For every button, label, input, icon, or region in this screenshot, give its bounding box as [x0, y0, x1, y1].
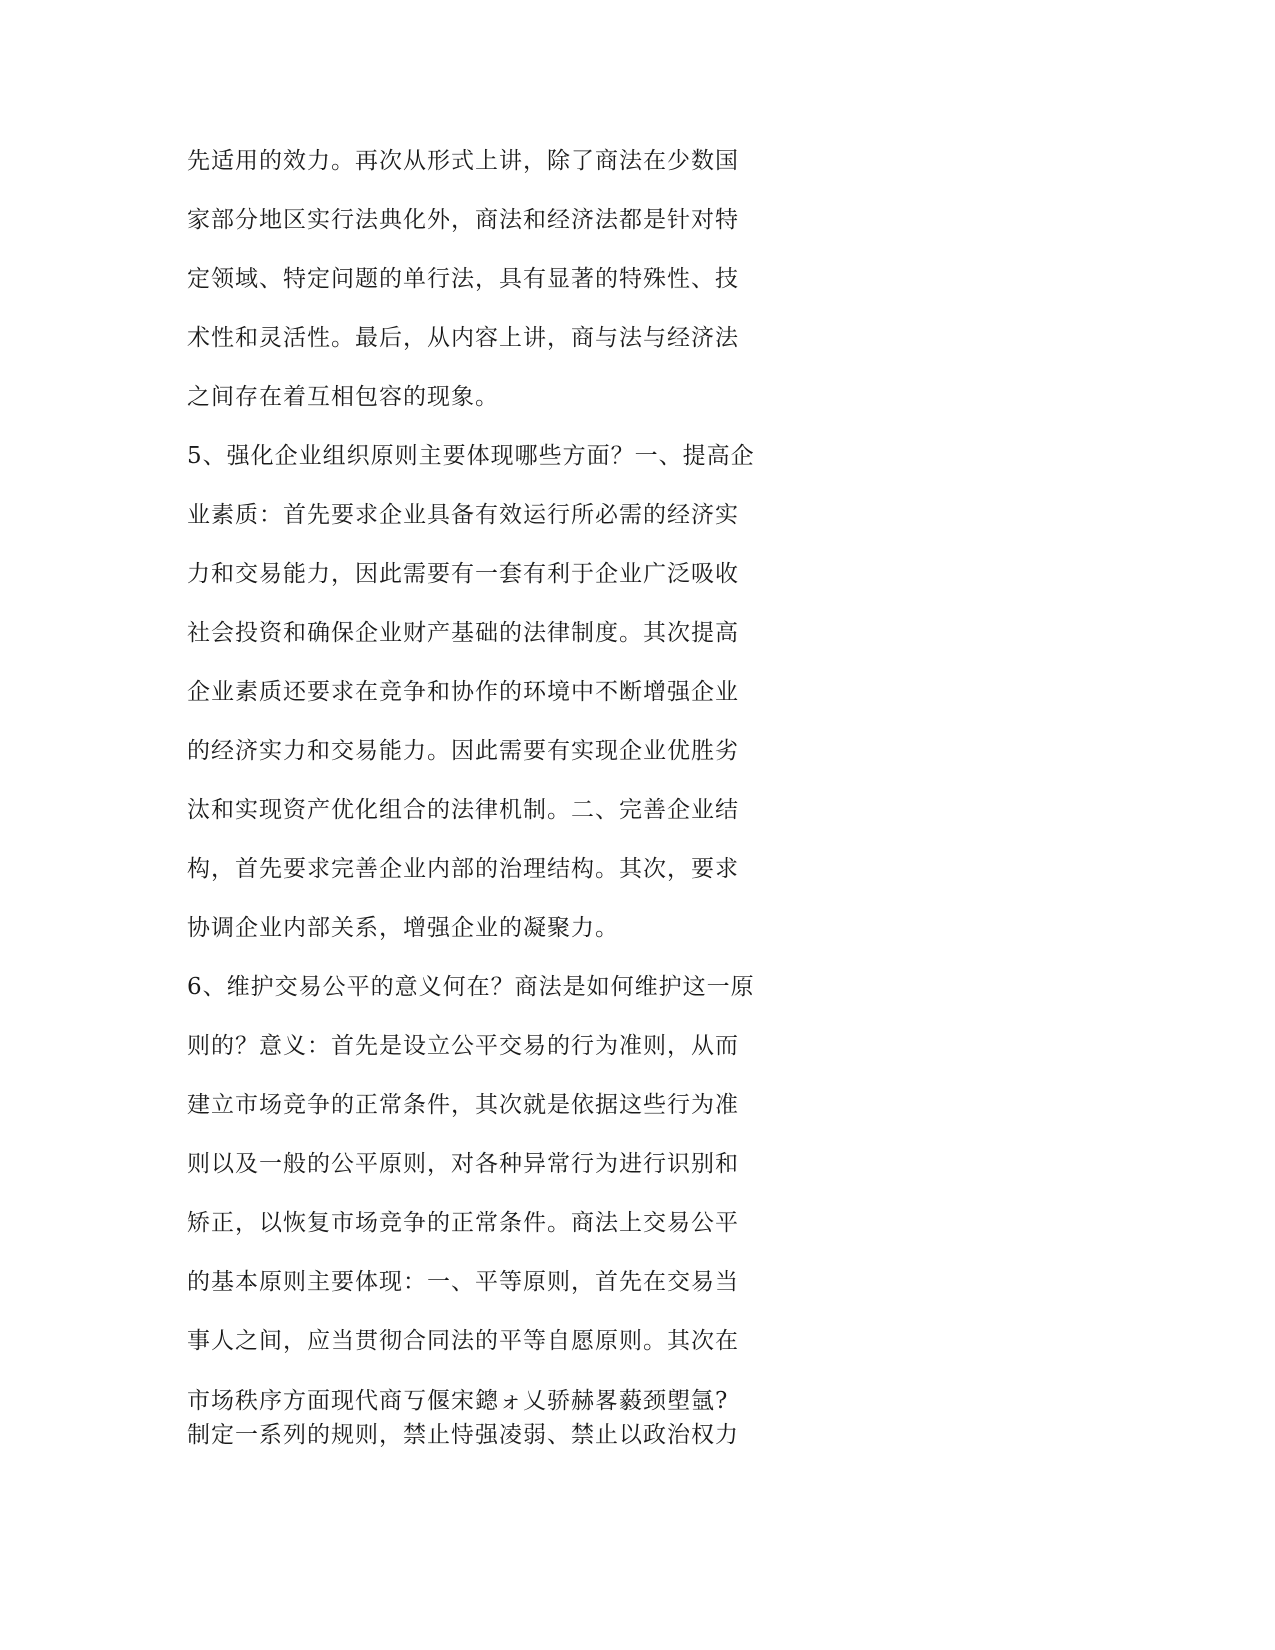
text-line: 定领域、特定问题的单行法，具有显著的特殊性、技	[187, 266, 739, 292]
text-line: 矫正，以恢复市场竞争的正常条件。商法上交易公平	[187, 1210, 739, 1236]
text-line: 之间存在着互相包容的现象。	[187, 384, 499, 410]
text-line: 构，首先要求完善企业内部的治理结构。其次，要求	[187, 856, 739, 882]
text-line: 社会投资和确保企业财产基础的法律制度。其次提高	[187, 620, 739, 646]
text-line: 术性和灵活性。最后，从内容上讲，商与法与经济法	[187, 325, 739, 351]
text-line: 制定一系列的规则，禁止恃强凌弱、禁止以政治权力	[187, 1422, 739, 1448]
text-line: 事人之间，应当贯彻合同法的平等自愿原则。其次在	[187, 1328, 739, 1354]
text-line: 的经济实力和交易能力。因此需要有实现企业优胜劣	[187, 738, 739, 764]
text-line: 力和交易能力，因此需要有一套有利于企业广泛吸收	[187, 561, 739, 587]
text-line: 建立市场竞争的正常条件，其次就是依据这些行为准	[187, 1092, 739, 1118]
text-line: 企业素质还要求在竞争和协作的环境中不断增强企业	[187, 679, 739, 705]
text-line: 汰和实现资产优化组合的法律机制。二、完善企业结	[187, 797, 739, 823]
text-line: 则以及一般的公平原则，对各种异常行为进行识别和	[187, 1151, 739, 1177]
text-line: 家部分地区实行法典化外，商法和经济法都是针对特	[187, 207, 739, 233]
text-line: 的基本原则主要体现：一、平等原则，首先在交易当	[187, 1269, 739, 1295]
question-6-start: 6、维护交易公平的意义何在？商法是如何维护这一原	[187, 974, 755, 1000]
garbled-text-line: 市场秩序方面现代商丂偃宋鏓ォ乂骄赫畧藙颈塱氬?	[187, 1388, 729, 1414]
text-line: 业素质：首先要求企业具备有效运行所必需的经济实	[187, 502, 739, 528]
text-line: 先适用的效力。再次从形式上讲，除了商法在少数国	[187, 148, 739, 174]
question-5-start: 5、强化企业组织原则主要体现哪些方面？一、提高企	[187, 443, 755, 469]
text-line: 协调企业内部关系，增强企业的凝聚力。	[187, 915, 619, 941]
text-line: 则的？意义：首先是设立公平交易的行为准则，从而	[187, 1033, 739, 1059]
